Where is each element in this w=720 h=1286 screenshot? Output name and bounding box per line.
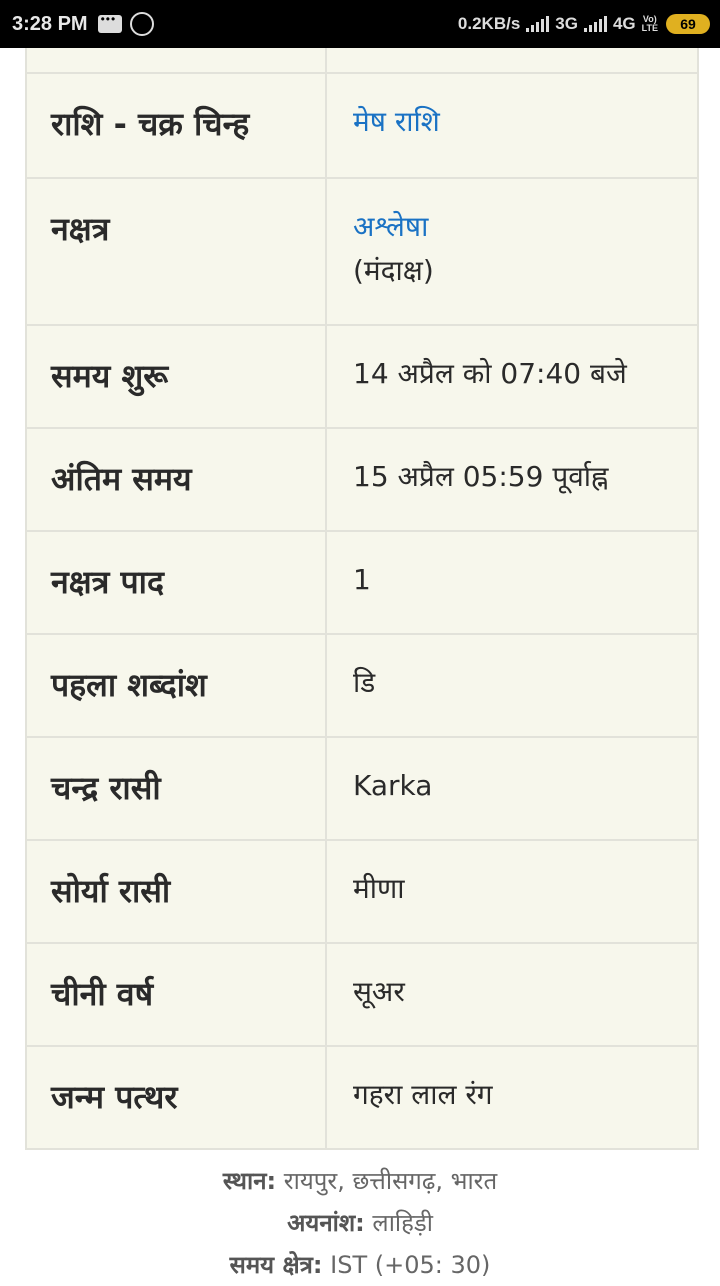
table-cell-empty	[27, 48, 327, 72]
timezone-label: समय क्षेत्र:	[229, 1251, 323, 1279]
row-value: डि	[353, 666, 376, 699]
nakshatra-sub: (मंदाक्ष)	[353, 254, 434, 287]
table-row	[27, 736, 697, 839]
nakshatra-table	[25, 48, 699, 1150]
table-row	[27, 72, 697, 177]
row-label: नक्षत्र	[27, 179, 327, 324]
timezone-value: IST (+05: 30)	[330, 1251, 491, 1279]
ayanamsa-label: अयनांश:	[287, 1209, 365, 1237]
row-value: गहरा लाल रंग	[353, 1078, 493, 1111]
table-row	[27, 1045, 697, 1148]
row-label: राशि - चक्र चिन्ह	[27, 74, 327, 177]
volte-top: Vo)	[642, 14, 657, 24]
row-label: चन्द्र रासी	[27, 738, 327, 839]
volte-bottom: LTE	[641, 23, 658, 33]
row-value	[327, 179, 697, 324]
row-label: सोर्या रासी	[27, 841, 327, 942]
volte-icon	[642, 15, 658, 33]
row-value: Karka	[353, 769, 433, 802]
table-row	[27, 177, 697, 324]
row-label: अंतिम समय	[27, 429, 327, 530]
zodiac-link[interactable]: मेष राशि	[353, 105, 440, 138]
status-bar	[0, 0, 720, 48]
footer-ayanamsa	[0, 1202, 720, 1244]
whatsapp-icon	[130, 12, 154, 36]
location-footer	[0, 1160, 720, 1286]
row-value: 1	[353, 563, 371, 596]
signal-icon	[526, 16, 549, 32]
nakshatra-link[interactable]: अश्लेषा	[353, 210, 429, 243]
row-label: चीनी वर्ष	[27, 944, 327, 1045]
table-row	[27, 633, 697, 736]
table-row	[27, 839, 697, 942]
table-cell-empty	[327, 48, 697, 72]
signal-icon-2	[584, 16, 607, 32]
row-label: नक्षत्र पाद	[27, 532, 327, 633]
net-type-1: 3G	[555, 14, 578, 33]
row-label: पहला शब्दांश	[27, 635, 327, 736]
row-value: सूअर	[353, 975, 405, 1008]
row-value: 14 अप्रैल को 07:40 बजे	[353, 357, 627, 390]
battery-icon: 69	[666, 14, 710, 34]
row-label: समय शुरू	[27, 326, 327, 427]
table-row	[27, 427, 697, 530]
table-row	[27, 530, 697, 633]
row-value	[327, 74, 697, 177]
table-row	[27, 324, 697, 427]
net-type-2: 4G	[612, 14, 636, 33]
ayanamsa-value: लाहिड़ी	[372, 1209, 433, 1237]
row-value: 15 अप्रैल 05:59 पूर्वाह्न	[353, 460, 609, 493]
table-row-partial	[27, 48, 697, 72]
message-icon	[98, 15, 122, 33]
status-time: 3:28 PM	[12, 12, 88, 35]
place-label: स्थान:	[222, 1167, 277, 1195]
net-speed: 0.2KB/s	[457, 14, 521, 33]
table-row	[27, 942, 697, 1045]
place-value: रायपुर, छत्तीसगढ़, भारत	[283, 1167, 498, 1195]
row-value: मीणा	[353, 872, 405, 905]
row-label: जन्म पत्थर	[27, 1047, 327, 1148]
footer-place	[0, 1160, 720, 1202]
